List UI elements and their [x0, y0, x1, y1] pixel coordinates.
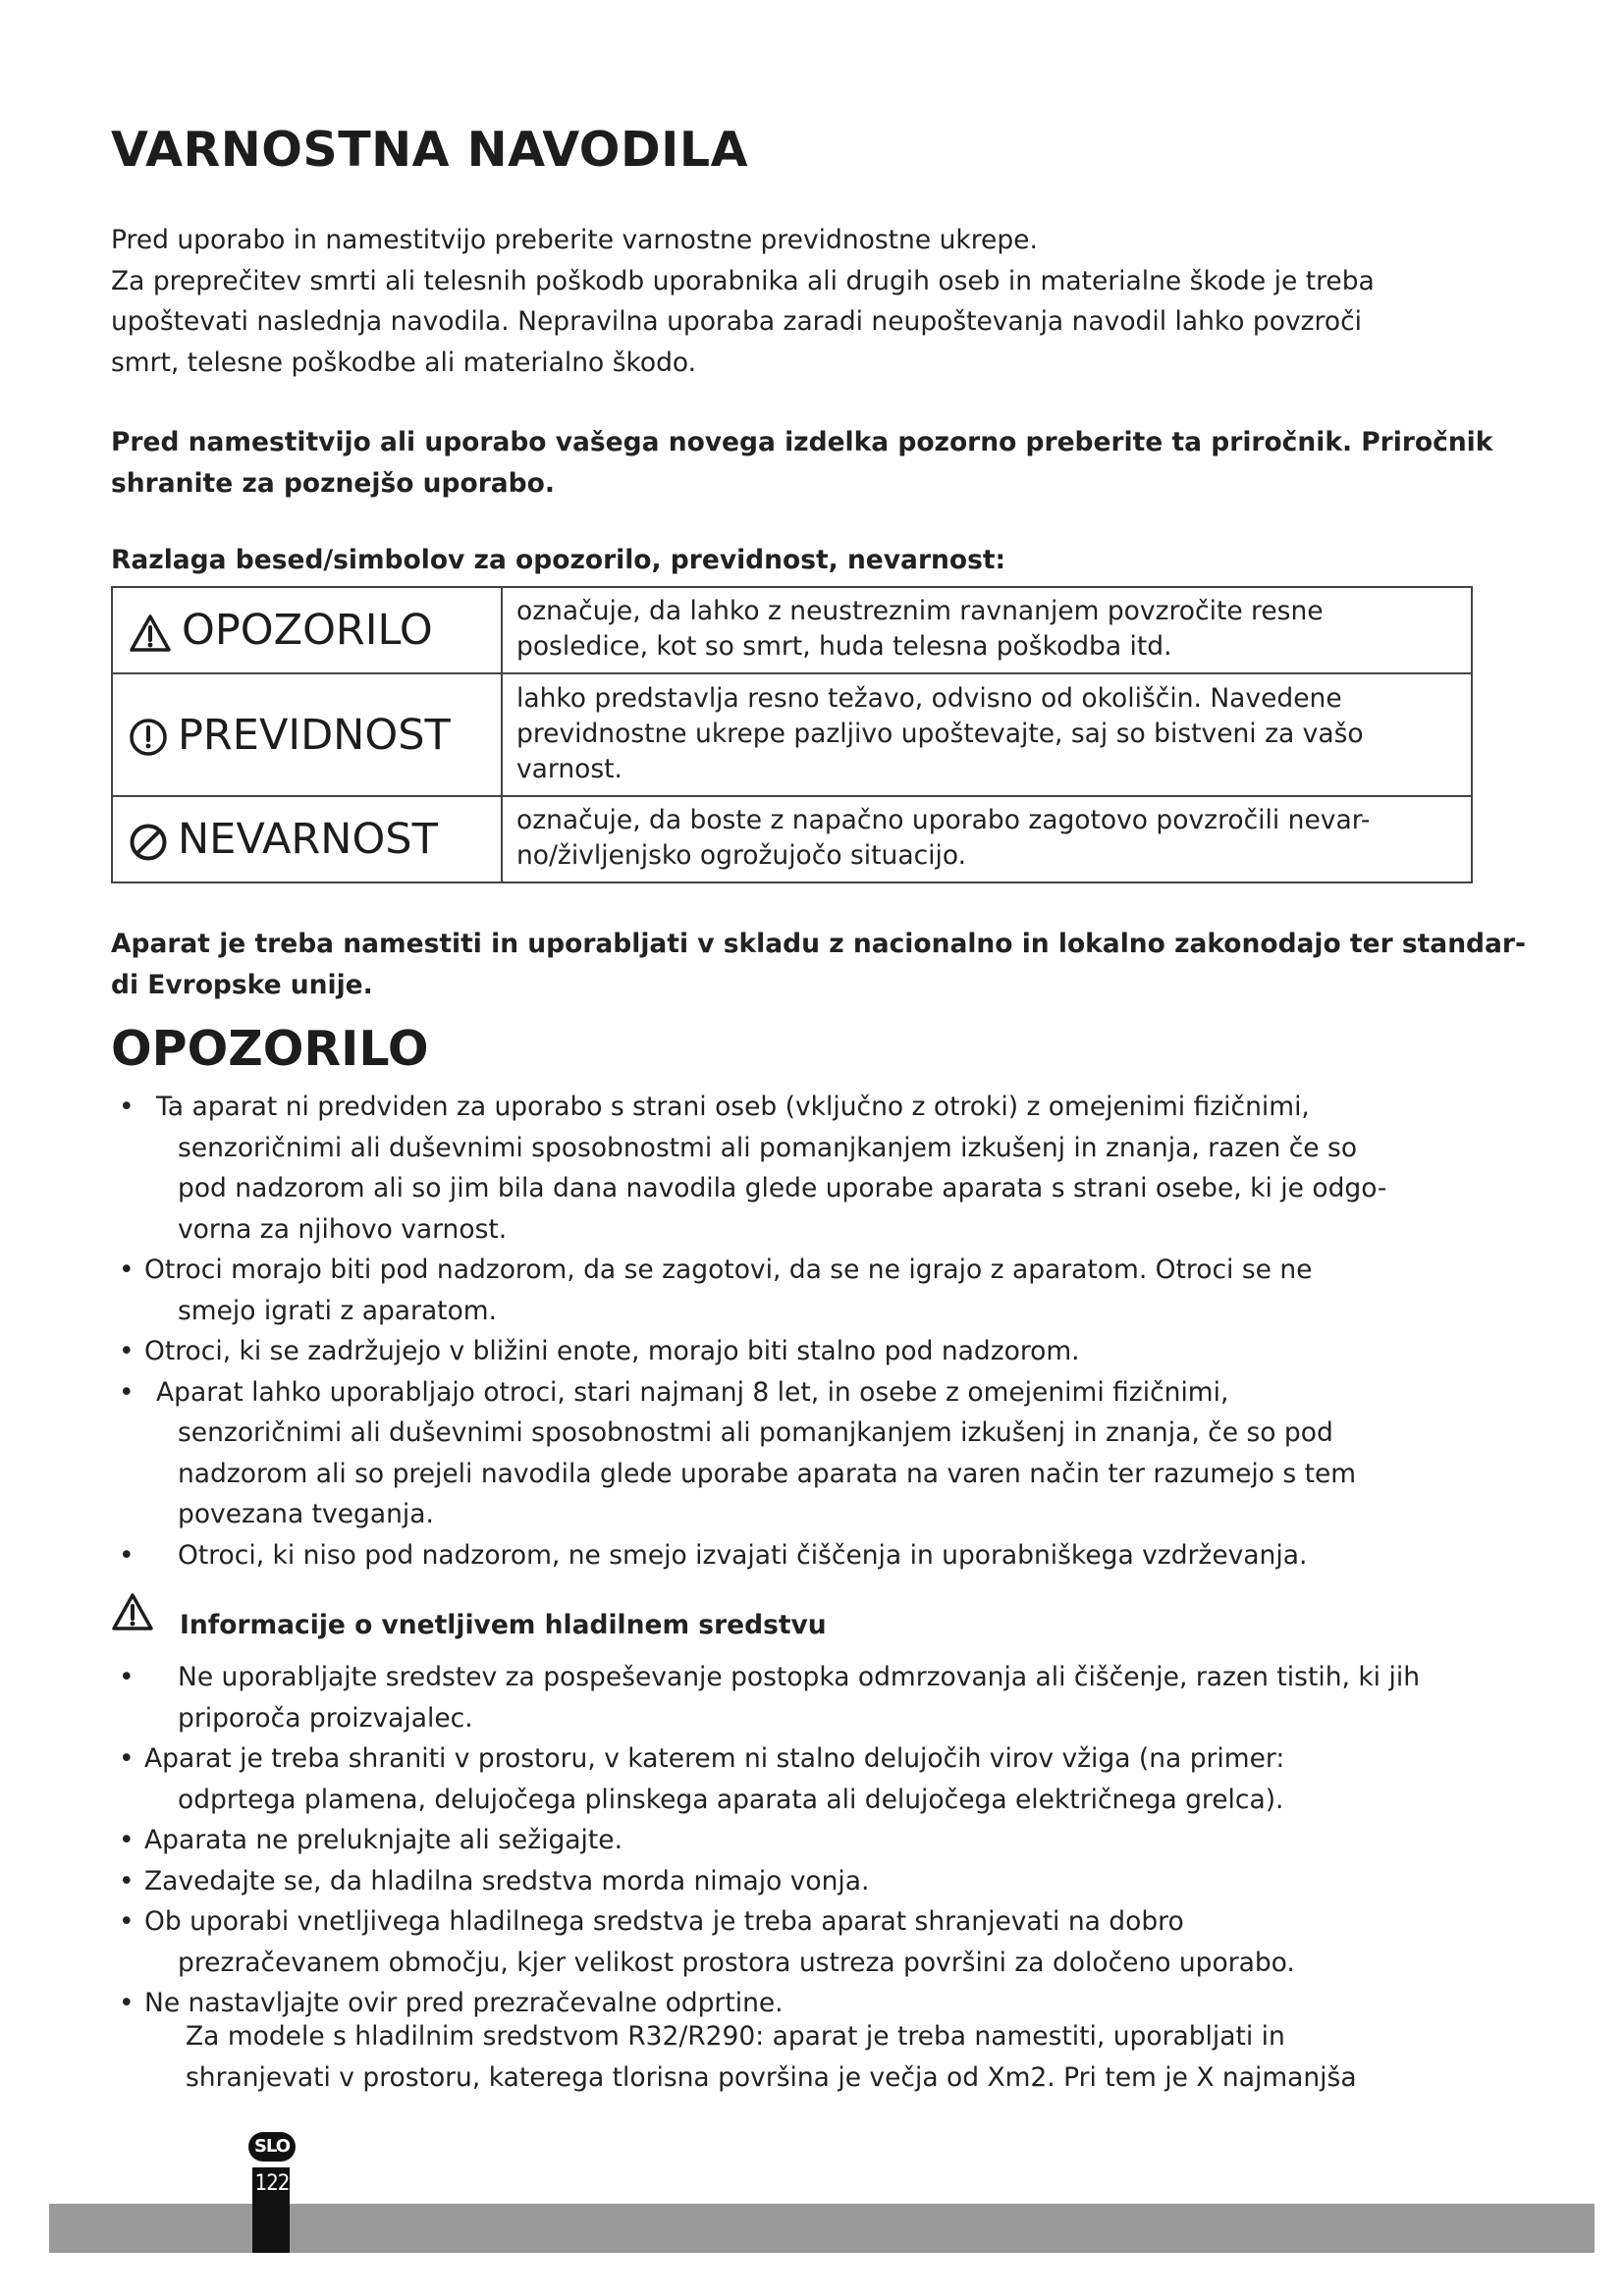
list-item-line: Aparata ne preluknjajte ali sežigajte. — [144, 1825, 623, 1855]
list-item-line: Otroci morajo biti pod nadzorom, da se zagotovi, da se ne igrajo z aparatom. Otroci se ne — [144, 1255, 1313, 1285]
list-item-line: Aparat lahko uporabljajo otroci, stari najmanj 8 let, in osebe z omejenimi fizičnimi, — [156, 1376, 1229, 1408]
legend-desc-line: označuje, da lahko z neustreznim ravnanjem povzročite resne — [516, 596, 1324, 626]
bullet: • — [119, 1825, 135, 1855]
compliance-line: di Evropske unije. — [111, 969, 373, 1000]
bullet: • — [119, 1336, 135, 1366]
list-item-line: Otroci, ki se zadržujejo v bližini enote, morajo biti stalno pod nadzorom. — [144, 1336, 1080, 1366]
bullet: • — [119, 1376, 135, 1408]
legend-desc-line: lahko predstavlja resno težavo, odvisno od okoliščin. Navedene — [516, 682, 1342, 714]
page-number: 122 — [254, 2171, 290, 2196]
legend-title: Razlaga besed/simbolov za opozorilo, previdnost, nevarnost: — [111, 545, 1006, 575]
list-item — [111, 1087, 1505, 1250]
legend-desc-line: varnost. — [516, 753, 623, 784]
legend-term-label: OPOZORILO — [182, 606, 433, 655]
list-item-line: povezana tveganja. — [178, 1499, 434, 1529]
list-item — [111, 1250, 1505, 1331]
warning-triangle-icon — [111, 1592, 154, 1638]
legend-desc-line: označuje, da boste z napačno uporabo zagotovo povzročili nevar- — [516, 805, 1371, 835]
intro-line: Za preprečitev smrti ali telesnih poškodb uporabnika ali drugih oseb in materialne škode je treba — [111, 265, 1375, 296]
list-item-line: senzoričnimi ali duševnimi sposobnostmi ali pomanjkanjem izkušenj in znanja, če so pod — [178, 1417, 1333, 1448]
list-item-line: pod nadzorom ali so jim bila dana navodila glede uporabe aparata s strani osebe, ki je odgo- — [178, 1173, 1387, 1203]
legend-row-warning — [112, 587, 1472, 673]
legend-desc-line: previdnostne ukrepe pazljivo upoštevajte, saj so bistveni za vašo — [516, 718, 1364, 749]
models-note-line: shranjevati v prostoru, katerega tlorisna površina je večja od Xm2. Pri tem je X najmanjša — [186, 2061, 1357, 2093]
list-item — [111, 1657, 1505, 1738]
page-title: VARNOSTNA NAVODILA — [111, 122, 748, 178]
compliance-paragraph — [111, 924, 1526, 1005]
list-item — [111, 1901, 1505, 1983]
bullet: • — [119, 1865, 135, 1896]
list-item-line: nadzorom ali so prejeli navodila glede uporabe aparata na varen način ter razumejo s tem — [178, 1458, 1357, 1489]
legend-table — [111, 586, 1473, 883]
legend-row-danger — [112, 796, 1472, 882]
bullet: • — [119, 1255, 135, 1285]
list-item-line: Zavedajte se, da hladilna sredstva morda nimajo vonja. — [144, 1865, 870, 1896]
legend-desc-line: no/življenjsko ogrožujočo situacijo. — [516, 840, 967, 871]
list-item — [111, 1372, 1505, 1535]
list-item-line: Otroci, ki niso pod nadzorom, ne smejo izvajati čiščenja in uporabniškega vzdrževanja. — [178, 1539, 1308, 1571]
refrigerant-heading-text: Informacije o vnetljivem hladilnem sredstvu — [180, 1610, 827, 1640]
bullet: • — [119, 1743, 135, 1774]
list-item-line: prezračevanem območju, kjer velikost prostora ustreza površini za določeno uporabo. — [178, 1947, 1295, 1978]
legend-term-cell — [112, 796, 502, 882]
prohibited-icon — [129, 823, 168, 862]
bullet: • — [119, 1988, 135, 2018]
legend-desc-line: posledice, kot so smrt, huda telesna poškodba itd. — [516, 631, 1172, 662]
list-item — [111, 1535, 1505, 1576]
list-item-line: Ne nastavljajte ovir pred prezračevalne odprtine. — [144, 1988, 784, 2018]
bullet: • — [119, 1906, 135, 1937]
list-item-line: Ob uporabi vnetljivega hladilnega sredstva je treba aparat shranjevati na dobro — [144, 1906, 1184, 1937]
intro-line: smrt, telesne poškodbe ali materialno škodo. — [111, 347, 697, 378]
language-badge: SLO — [248, 2132, 296, 2162]
list-item-line: vorna za njihovo varnost. — [178, 1213, 508, 1245]
legend-desc-cell — [502, 796, 1472, 882]
warning-heading: OPOZORILO — [111, 1021, 429, 1077]
warning-list — [111, 1087, 1505, 1575]
list-item — [111, 1820, 1505, 1861]
compliance-line: Aparat je treba namestiti in uporabljati v skladu z nacionalno in lokalno zakonodajo ter standar- — [111, 929, 1526, 959]
list-item — [111, 1331, 1505, 1372]
intro-line: upoštevati naslednja navodila. Nepravilna uporaba zaradi neupoštevanja navodil lahko povzroči — [111, 306, 1363, 337]
list-item-line: Ta aparat ni predviden za uporabo s strani oseb (vključno z otroki) z omejenimi fizičnimi, — [156, 1092, 1310, 1122]
models-note-line: Za modele s hladilnim sredstvom R32/R290: aparat je treba namestiti, uporabljati in — [186, 2021, 1285, 2052]
legend-term-label: NEVARNOST — [178, 815, 438, 864]
legend-desc-cell — [502, 673, 1472, 796]
list-item-line: smejo igrati z aparatom. — [178, 1295, 498, 1326]
legend-desc-cell — [502, 587, 1472, 673]
legend-term-cell — [112, 587, 502, 673]
read-manual-line: Pred namestitvijo ali uporabo vašega novega izdelka pozorno preberite ta priročnik. Priročnik — [111, 427, 1493, 457]
list-item — [111, 1861, 1505, 1902]
read-manual-paragraph — [111, 422, 1493, 504]
legend-term-cell — [112, 673, 502, 796]
refrigerant-list — [111, 1657, 1505, 2024]
list-item-line: odprtega plamena, delujočega plinskega aparata ali delujočega električnega grelca). — [178, 1784, 1284, 1815]
caution-circle-icon — [129, 718, 168, 757]
list-item-line: Aparat je treba shraniti v prostoru, v katerem ni stalno delujočih virov vžiga (na primer: — [144, 1743, 1285, 1774]
list-item — [111, 1738, 1505, 1820]
intro-line: Pred uporabo in namestitvijo preberite varnostne previdnostne ukrepe. — [111, 225, 1038, 255]
list-item-line: senzoričnimi ali duševnimi sposobnostmi ali pomanjkanjem izkušenj in znanja, razen če so — [178, 1132, 1358, 1163]
list-item-line: priporoča proizvajalec. — [178, 1702, 473, 1734]
bullet: • — [119, 1662, 135, 1692]
read-manual-line: shranite za poznejšo uporabo. — [111, 467, 555, 499]
legend-row-caution — [112, 673, 1472, 796]
legend-term-label: PREVIDNOST — [178, 710, 451, 760]
warning-triangle-icon — [129, 614, 172, 653]
bullet: • — [119, 1539, 135, 1571]
intro-paragraph — [111, 220, 1486, 383]
bullet: • — [119, 1092, 135, 1122]
models-note — [186, 2016, 1357, 2098]
list-item-line: Ne uporabljajte sredstev za pospeševanje postopka odmrzovanja ali čiščenje, razen tistih, ki jih — [178, 1662, 1420, 1692]
